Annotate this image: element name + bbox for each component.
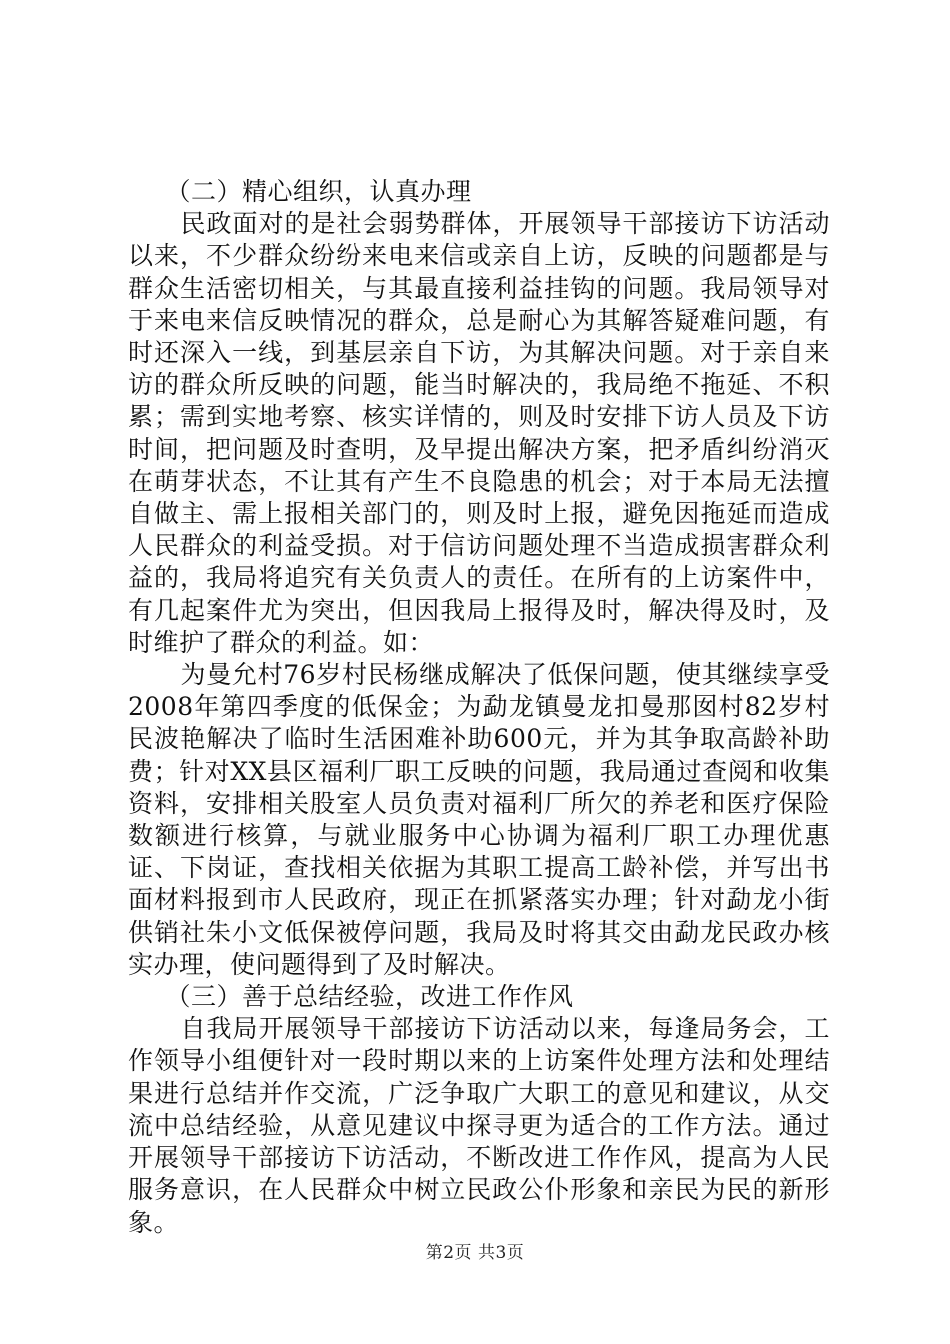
page-number-footer: 第2页 共3页 <box>425 1243 525 1263</box>
body-paragraph: 自我局开展领导干部接访下访活动以来，每逢局务会，工作领导小组便针对一段时期以来的上访案件处理方法和处理结果进行总结并作交流，广泛争取广大职工的意见和建议，从交流中总结经验，从意见建议中探寻更为适合的工作方法。通过开展领导干部接访下访活动，不断改进工作作风，提高为人民服务意识，在人民群众中树立民政公仆形象和亲民为民的新形象。 <box>128 1014 830 1237</box>
body-paragraph: 民政面对的是社会弱势群体，开展领导干部接访下访活动以来，不少群众纷纷来电来信或亲自上访，反映的问题都是与群众生活密切相关，与其最直接利益挂钩的问题。我局领导对于来电来信反映情况的群众，总是耐心为其解答疑难问题，有时还深入一线，到基层亲自下访，为其解决问题。对于亲自来访的群众所反映的问题，能当时解决的，我局绝不拖延、不积累；需到实地考察、核实详情的，则及时安排下访人员及下访时间，把问题及时查明，及早提出解决方案，把矛盾纠纷消灭在萌芽状态，不让其有产生不良隐患的机会；对于本局无法擅自做主、需上报相关部门的，则及时上报，避免因拖延而造成人民群众的利益受损。对于信访问题处理不当造成损害群众利益的，我局将追究有关负责人的责任。在所有的上访案件中，有几起案件尤为突出，但因我局上报得及时，解决得及时，及时维护了群众的利益。如： <box>128 209 830 657</box>
body-paragraph: 为曼允村76岁村民杨继成解决了低保问题，使其继续享受2008年第四季度的低保金；为勐龙镇曼龙扣曼那囡村82岁村民波艳解决了临时生活困难补助600元，并为其争取高龄补助费；针对XX县区福利厂职工反映的问题，我局通过查阅和收集资料，安排相关股室人员负责对福利厂所欠的养老和医疗保险数额进行核算，与就业服务中心协调为福利厂职工办理优惠证、下岗证，查找相关依据为其职工提高工龄补偿，并写出书面材料报到市人民政府，现正在抓紧落实办理；针对勐龙小街供销社朱小文低保被停问题，我局及时将其交由勐龙民政办核实办理，使问题得到了及时解决。 <box>128 660 830 979</box>
section-heading-2: （二）精心组织，认真办理 <box>165 177 472 206</box>
document-body <box>128 176 830 1239</box>
section-heading-3: （三）善于总结经验，改进工作作风 <box>165 982 574 1012</box>
